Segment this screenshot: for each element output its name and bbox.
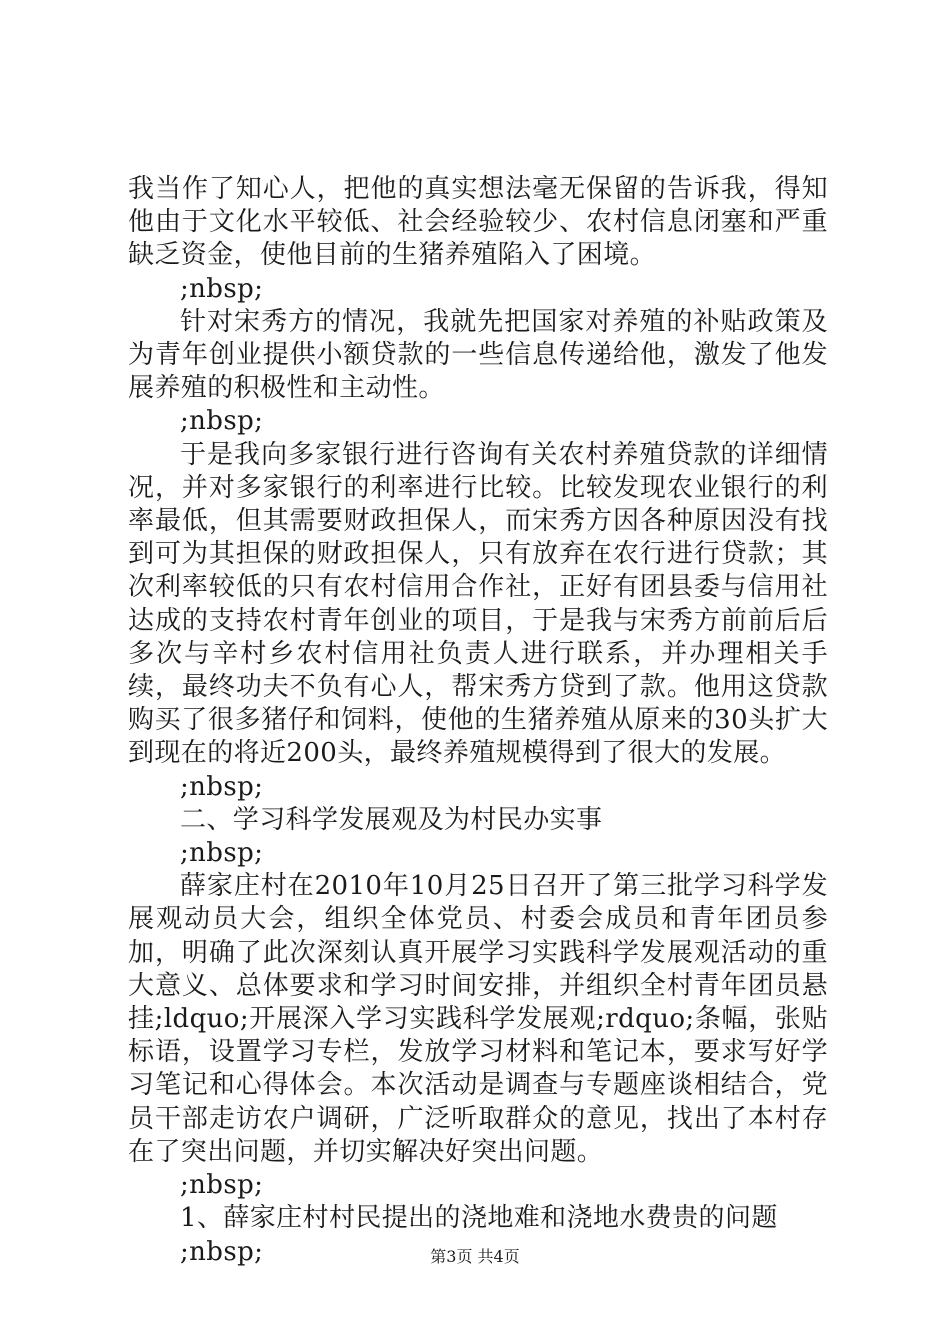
page-number-footer: 第3页 共4页 [430, 1247, 520, 1266]
section-heading-2: 二、学习科学发展观及为村民办实事 [180, 804, 603, 835]
nbsp-line: ;nbsp; [180, 1236, 264, 1267]
nbsp-line: ;nbsp; [180, 406, 264, 437]
nbsp-line: ;nbsp; [180, 1170, 264, 1201]
nbsp-line: ;nbsp; [180, 838, 264, 869]
document-body [128, 173, 828, 1269]
nbsp-line: ;nbsp; [180, 771, 264, 802]
paragraph-subsidy-policy: 针对宋秀方的情况，我就先把国家对养殖的补贴政策及为青年创业提供小额贷款的一些信息传递给他，激发了他发展养殖的积极性和主动性。 [128, 306, 828, 404]
subsection-heading-1: 1、薛家庄村村民提出的浇地难和浇地水费贵的问题 [180, 1203, 778, 1234]
paragraph-mobilization-meeting: 薛家庄村在2010年10月25日召开了第三批学习科学发展观动员大会，组织全体党员、村委会成员和青年团员参加，明确了此次深刻认真开展学习实践科学发展观活动的重大意义、总体要求和学习时间安排，并组织全村青年团员悬挂;ldquo;开展深入学习实践科学发展观;rdquo;条幅，张贴标语，设置学习专栏，发放学习材料和笔记本，要求写好学习笔记和心得体会。本次活动是调查与专题座谈相结合，党员干部走访农户调研，广泛听取群众的意见，找出了本村存在了突出问题，并切实解决好突出问题。 [128, 871, 828, 1167]
nbsp-line: ;nbsp; [180, 273, 264, 304]
paragraph-bank-loan: 于是我向多家银行进行咨询有关农村养殖贷款的详细情况，并对多家银行的利率进行比较。比较发现农业银行的利率最低，但其需要财政担保人，而宋秀方因各种原因没有找到可为其担保的财政担保人，只有放弃在农行进行贷款；其次利率较低的只有农村信用合作社，正好有团县委与信用社达成的支持农村青年创业的项目，于是我与宋秀方前前后后多次与辛村乡农村信用社负责人进行联系，并办理相关手续，最终功夫不负有心人，帮宋秀方贷到了款。他用这贷款购买了很多猪仔和饲料，使他的生猪养殖从原来的30头扩大到现在的将近200头，最终养殖规模得到了很大的发展。 [128, 439, 828, 769]
paragraph-continuation: 我当作了知心人，把他的真实想法毫无保留的告诉我，得知他由于文化水平较低、社会经验较少、农村信息闭塞和严重缺乏资金，使他目前的生猪养殖陷入了困境。 [128, 174, 828, 271]
